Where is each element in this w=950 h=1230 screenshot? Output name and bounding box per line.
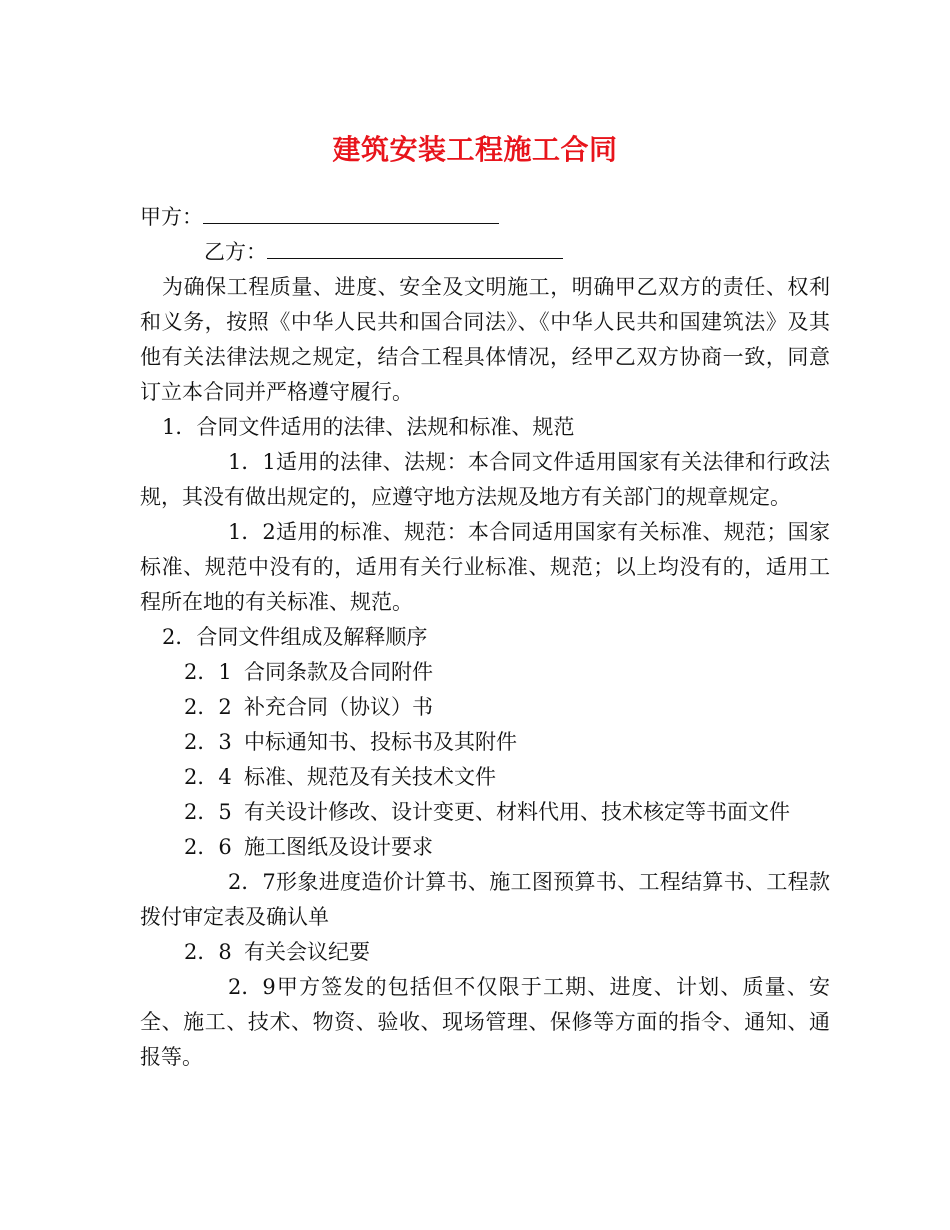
clause-2-6 xyxy=(140,830,830,865)
clause-text: 补充合同（协议）书 xyxy=(244,695,433,719)
clause-number: 2．1 xyxy=(184,660,232,684)
document-title: 建筑安装工程施工合同 xyxy=(332,133,618,166)
clause-2-4 xyxy=(140,760,830,795)
clause-text: 标准、规范及有关技术文件 xyxy=(244,765,496,789)
party-b-line xyxy=(140,235,830,270)
document-body xyxy=(140,200,830,1075)
clause-text: 适用的标准、规范：本合同适用国家有关标准、规范；国家标准、规范中没有的，适用有关行业标准、规范；以上均没有的，适用工程所在地的有关标准、规范。 xyxy=(140,520,830,614)
party-b-label: 乙方： xyxy=(204,240,267,264)
clause-number: 1．2 xyxy=(228,520,276,544)
clause-number: 2．3 xyxy=(184,730,232,754)
section-1-heading: 1．合同文件适用的法律、法规和标准、规范 xyxy=(162,415,575,439)
clause-text: 有关设计修改、设计变更、材料代用、技术核定等书面文件 xyxy=(244,800,790,824)
clause-number: 2．4 xyxy=(184,765,232,789)
section-2-heading: 2．合同文件组成及解释顺序 xyxy=(162,625,428,649)
clause-2-7 xyxy=(140,865,830,935)
clause-2-8 xyxy=(140,935,830,970)
intro-paragraph: 为确保工程质量、进度、安全及文明施工，明确甲乙双方的责任、权利和义务，按照《中华人民共和国合同法》、《中华人民共和国建筑法》及其他有关法律法规之规定，结合工程具体情况，经甲乙双方协商一致，同意订立本合同并严格遵守履行。 xyxy=(140,275,830,404)
clause-text: 适用的法律、法规：本合同文件适用国家有关法律和行政法规，其没有做出规定的，应遵守地方法规及地方有关部门的规章规定。 xyxy=(140,450,830,509)
clause-number: 1．1 xyxy=(228,450,276,474)
clause-number: 2．5 xyxy=(184,800,232,824)
clause-1-2 xyxy=(140,515,830,620)
clause-1-1 xyxy=(140,445,830,515)
clause-2-5 xyxy=(140,795,830,830)
clause-2-1 xyxy=(140,655,830,690)
clause-number: 2．9 xyxy=(228,975,276,999)
clause-2-2 xyxy=(140,690,830,725)
clause-number: 2．2 xyxy=(184,695,232,719)
clause-number: 2．6 xyxy=(184,835,232,859)
party-a-line xyxy=(140,200,830,235)
clause-2-3 xyxy=(140,725,830,760)
clause-text: 中标通知书、投标书及其附件 xyxy=(244,730,517,754)
clause-text: 甲方签发的包括但不仅限于工期、进度、计划、质量、安全、施工、技术、物资、验收、现场管理、保修等方面的指令、通知、通报等。 xyxy=(140,975,830,1069)
clause-number: 2．8 xyxy=(184,940,232,964)
party-b-blank xyxy=(267,238,563,259)
clause-text: 合同条款及合同附件 xyxy=(244,660,433,684)
clause-2-9 xyxy=(140,970,830,1075)
clause-text: 形象进度造价计算书、施工图预算书、工程结算书、工程款拨付审定表及确认单 xyxy=(140,870,830,929)
party-a-label: 甲方： xyxy=(140,205,203,229)
clause-text: 有关会议纪要 xyxy=(244,940,370,964)
clause-number: 2．7 xyxy=(228,870,276,894)
clause-text: 施工图纸及设计要求 xyxy=(244,835,433,859)
party-a-blank xyxy=(203,203,499,224)
